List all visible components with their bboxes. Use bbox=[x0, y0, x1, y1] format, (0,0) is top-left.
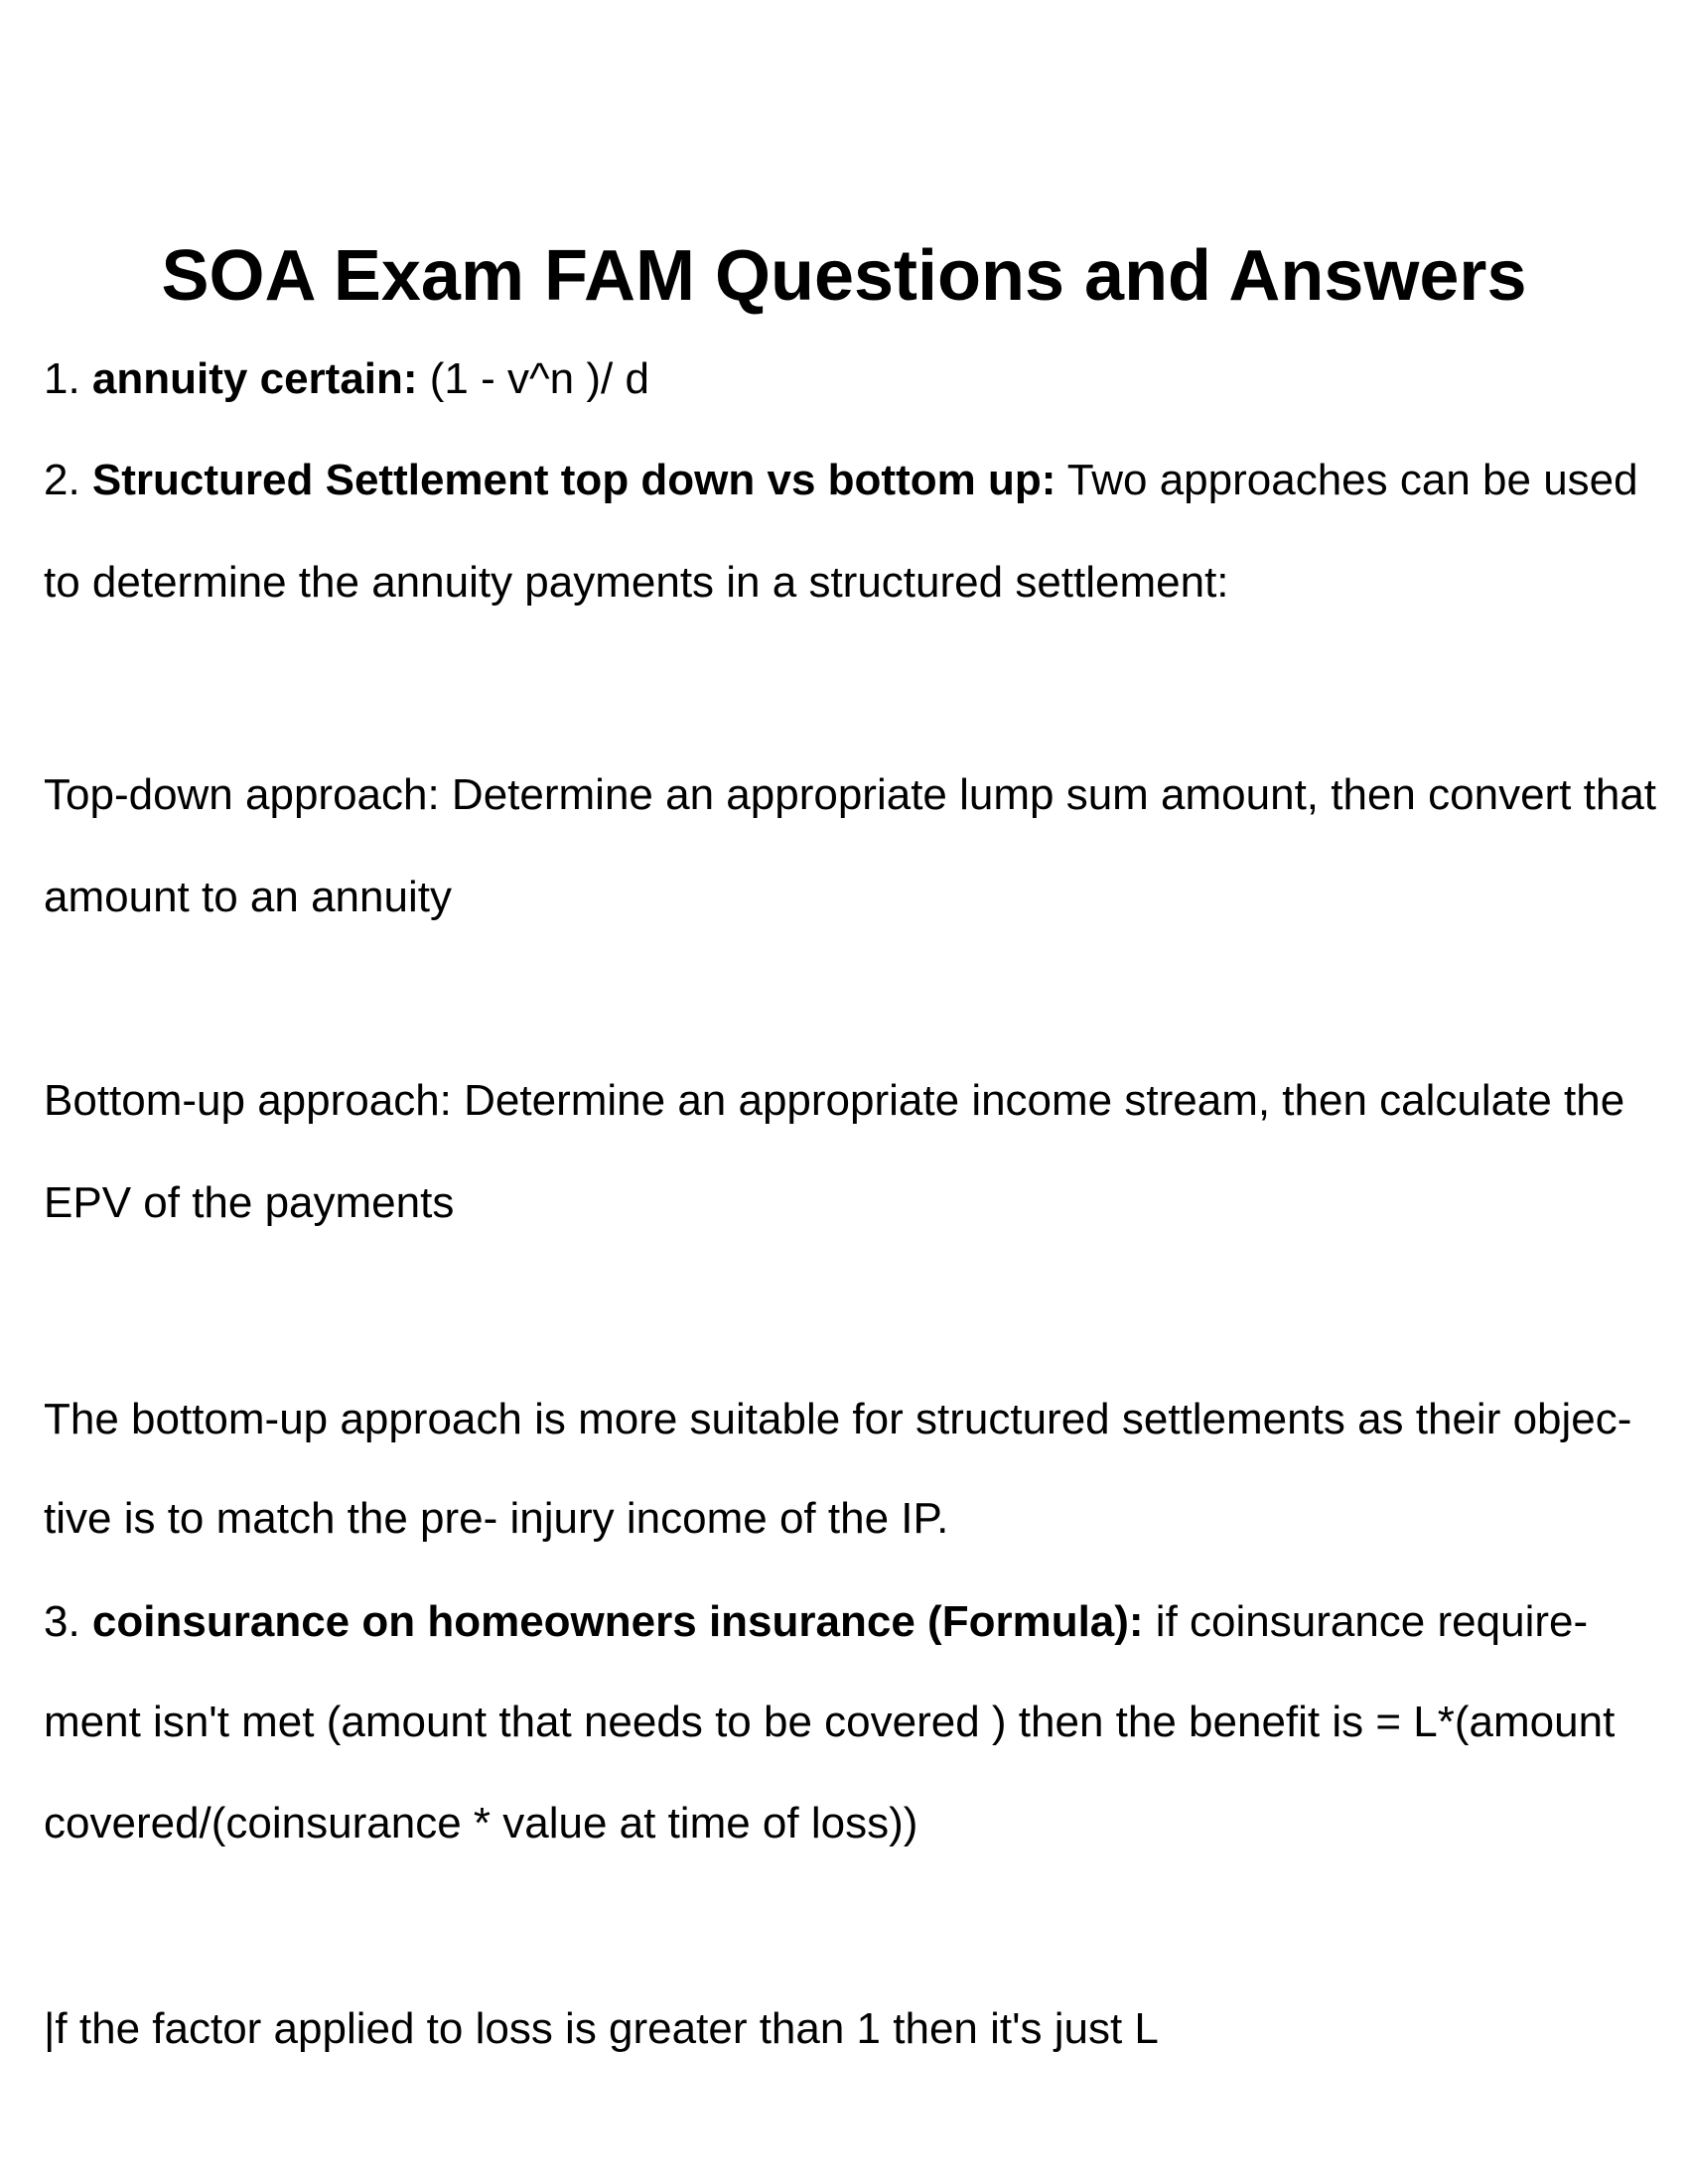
bottom-up-paragraph-line-1: Bottom-up approach: Determine an appropriate income stream, then calculate the bbox=[44, 1076, 1625, 1125]
question-3-number: 3. bbox=[44, 1597, 92, 1646]
question-3-term: coinsurance on homeowners insurance (Formula): bbox=[91, 1597, 1144, 1646]
question-2-answer-start: Two approaches can be used bbox=[1055, 456, 1638, 504]
question-1-term: annuity certain: bbox=[91, 354, 418, 403]
question-2-term: Structured Settlement top down vs bottom up: bbox=[91, 456, 1056, 504]
question-3-line-1 bbox=[44, 1597, 1658, 1646]
question-3-note-line: |f the factor applied to loss is greater than 1 then it's just L bbox=[44, 2004, 1159, 2053]
top-down-paragraph-line-2: amount to an annuity bbox=[44, 873, 452, 921]
bottom-up-paragraph-line-2: EPV of the payments bbox=[44, 1178, 455, 1227]
question-3-line-3: covered/(coinsurance * value at time of loss)) bbox=[44, 1799, 918, 1847]
question-2-line-2: to determine the annuity payments in a structured settlement: bbox=[44, 558, 1229, 607]
conclusion-paragraph-line-1: The bottom-up approach is more suitable for structured settlements as their objec- bbox=[44, 1395, 1632, 1443]
page-title: SOA Exam FAM Questions and Answers bbox=[161, 236, 1527, 317]
question-1-line bbox=[44, 354, 1658, 403]
question-3-answer-start: if coinsurance require- bbox=[1143, 1597, 1589, 1646]
question-2-number: 2. bbox=[44, 456, 92, 504]
question-1-answer: (1 - v^n )/ d bbox=[417, 354, 649, 403]
question-1-number: 1. bbox=[44, 354, 92, 403]
question-3-line-2: ment isn't met (amount that needs to be covered ) then the benefit is = L*(amount bbox=[44, 1698, 1616, 1746]
question-2-line-1 bbox=[44, 456, 1658, 504]
conclusion-paragraph-line-2: tive is to match the pre- injury income of the IP. bbox=[44, 1494, 949, 1543]
top-down-paragraph-line-1: Top-down approach: Determine an appropriate lump sum amount, then convert that bbox=[44, 770, 1657, 819]
